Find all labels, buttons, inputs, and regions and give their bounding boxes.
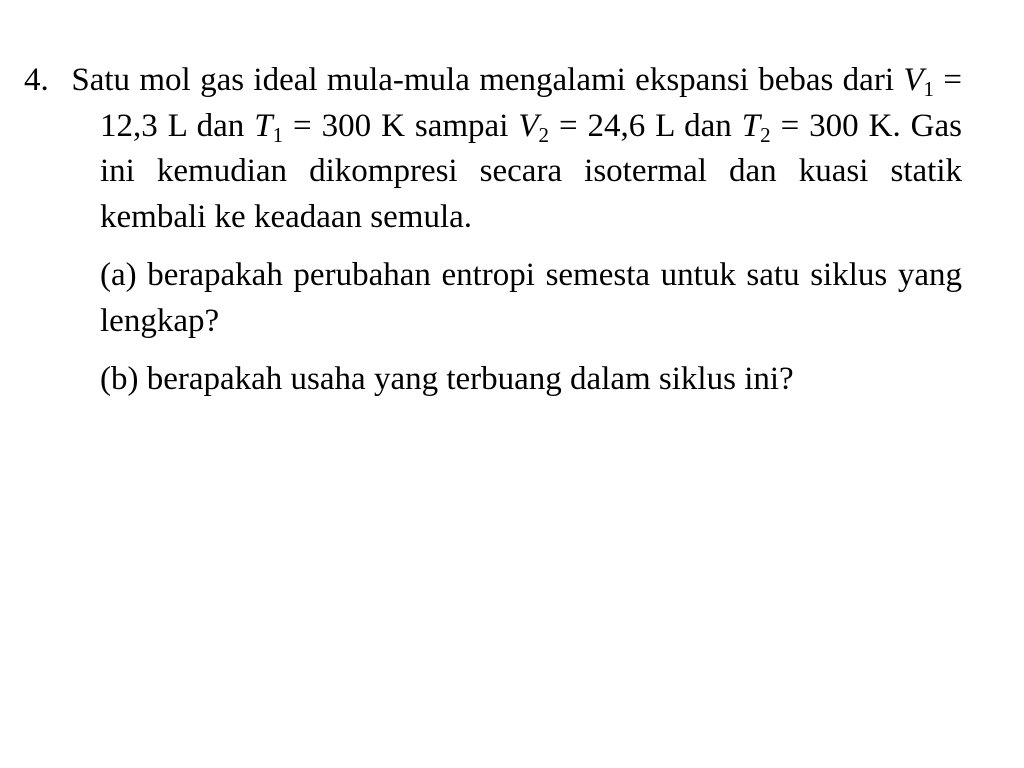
t2-symbol: T (741, 107, 761, 144)
problem-4 (24, 58, 962, 403)
problem-statement: 4. Satu mol gas ideal mula-mula mengalami ekspansi bebas dari $V_1 = 12,3$ L dan $T_1 = 300$ K sampai $V_2 = 24,6$ L dan $T_2 = 300$ K. Gas ini kemudian dikompresi secara isotermal dan kuasi statik kembali ke keadaan semula. (24, 62, 962, 235)
stem-text-4: = 24,6 L dan (549, 107, 742, 144)
stem-text-2: = 12,3 L dan (100, 62, 962, 144)
v1-symbol: V (903, 62, 924, 98)
t1-symbol: T (254, 107, 273, 144)
question-b: (b) berapakah usaha yang terbuang dalam siklus ini? (100, 361, 794, 397)
v2-symbol: V (518, 107, 539, 144)
t1-subscript: 1 (272, 122, 284, 147)
t2-subscript: 2 (760, 122, 771, 147)
v2-subscript: 2 (538, 122, 549, 147)
question-a: (a) berapakah perubahan entropi semesta untuk satu siklus yang lengkap? (100, 257, 962, 339)
stem-text-1: Satu mol gas ideal mula-mula mengalami ekspansi bebas dari (71, 62, 904, 98)
stem-text-5: = 300 K. Gas ini kemudian dikompresi secara isotermal dan kuasi statik kembali ke keadaan semula. (100, 107, 962, 235)
stem-text-3: = 300 K sampai (283, 107, 519, 144)
v1-subscript: 1 (923, 77, 935, 101)
